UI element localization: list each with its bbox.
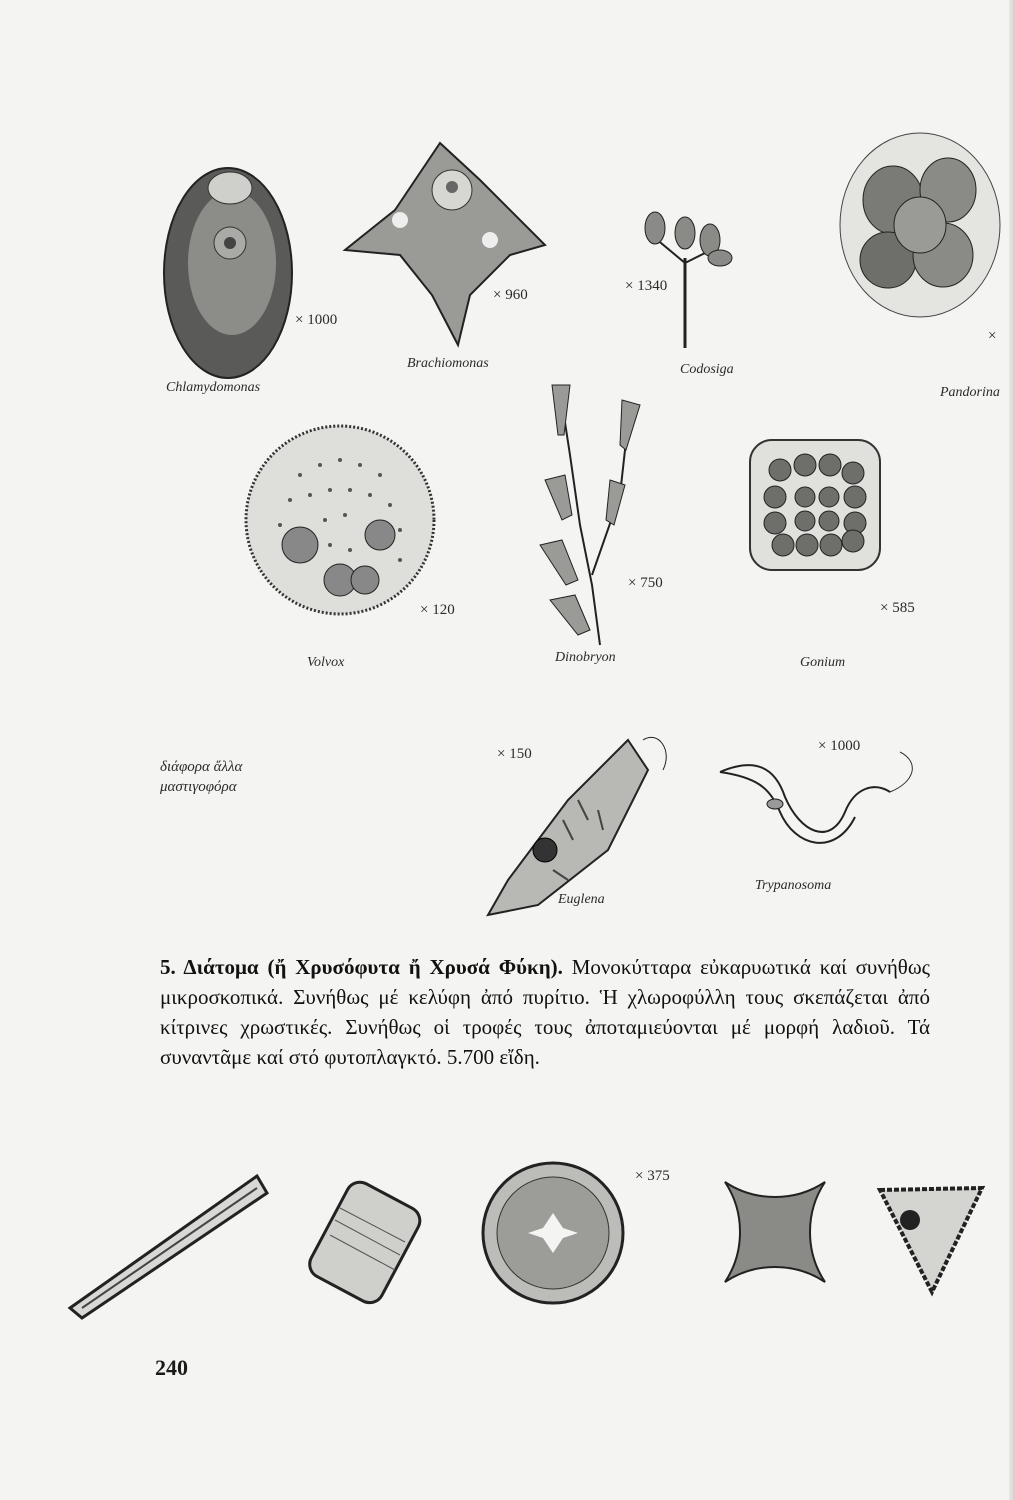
pandorina-label: Pandorina: [940, 385, 1000, 400]
trypanosoma-label: Trypanosoma: [755, 878, 832, 893]
volvox-label: Volvox: [307, 655, 345, 670]
dinobryon-magnification: × 750: [628, 575, 663, 591]
chlamydomonas-label: Chlamydomonas: [166, 380, 261, 395]
gonium-magnification: × 585: [880, 600, 915, 616]
dinobryon-illustration: [530, 375, 650, 650]
euglena-magnification: × 150: [497, 746, 532, 762]
page-number: 240: [155, 1355, 188, 1380]
page-edge: [1009, 0, 1015, 1500]
diatom-star-illustration: [715, 1172, 835, 1292]
gonium-illustration: [745, 435, 885, 575]
other-flagellates-line1: διάφορα ἄλλα: [160, 759, 243, 775]
euglena-label: Euglena: [558, 892, 605, 907]
diatoms-section-paragraph: [160, 952, 930, 1072]
dinobryon-label: Dinobryon: [555, 650, 616, 665]
pandorina-magnification: ×: [988, 328, 997, 344]
diatom-centric-illustration: [478, 1158, 628, 1308]
diatoms-magnification: × 375: [635, 1168, 670, 1184]
diatom-pennate-illustration: [62, 1168, 272, 1328]
pandorina-illustration: [838, 130, 1003, 320]
volvox-illustration: [240, 420, 440, 620]
volvox-magnification: × 120: [420, 602, 455, 618]
chlamydomonas-magnification: × 1000: [295, 312, 338, 328]
codosiga-illustration: [615, 178, 745, 353]
gonium-label: Gonium: [800, 655, 846, 670]
other-flagellates-note: [160, 757, 242, 797]
brachiomonas-label: Brachiomonas: [407, 356, 489, 371]
section-body: Μονοκύτταρα εὐκαρυωτικά καί συνήθως μικροσκοπικά. Συνήθως μέ κελύφη ἀπό πυρίτιο. Ἡ χλωροφύλλη τους σκεπάζεται ἀπό κίτρινες χρωστικές. Συνήθως οἱ τροφές τους ἀποταμιεύονται μέ μορφή λαδιοῦ. Τά συναντᾶμε καί στό φυτοπλαγκτό. 5.700 εἴδη.: [160, 955, 931, 1069]
trypanosoma-illustration: [715, 742, 925, 872]
brachiomonas-illustration: [340, 135, 550, 350]
diatom-triangular-illustration: [872, 1180, 990, 1300]
brachiomonas-magnification: × 960: [493, 287, 528, 303]
codosiga-magnification: × 1340: [625, 278, 668, 294]
section-heading: 5. Διάτομα (ἤ Χρυσόφυτα ἤ Χρυσά Φύκη).: [160, 955, 563, 979]
codosiga-label: Codosiga: [680, 362, 734, 377]
trypanosoma-magnification: × 1000: [818, 738, 861, 754]
other-flagellates-line2: μαστιγοφόρα: [160, 779, 237, 795]
chlamydomonas-illustration: [158, 158, 298, 388]
diatom-girdle-illustration: [305, 1180, 425, 1305]
